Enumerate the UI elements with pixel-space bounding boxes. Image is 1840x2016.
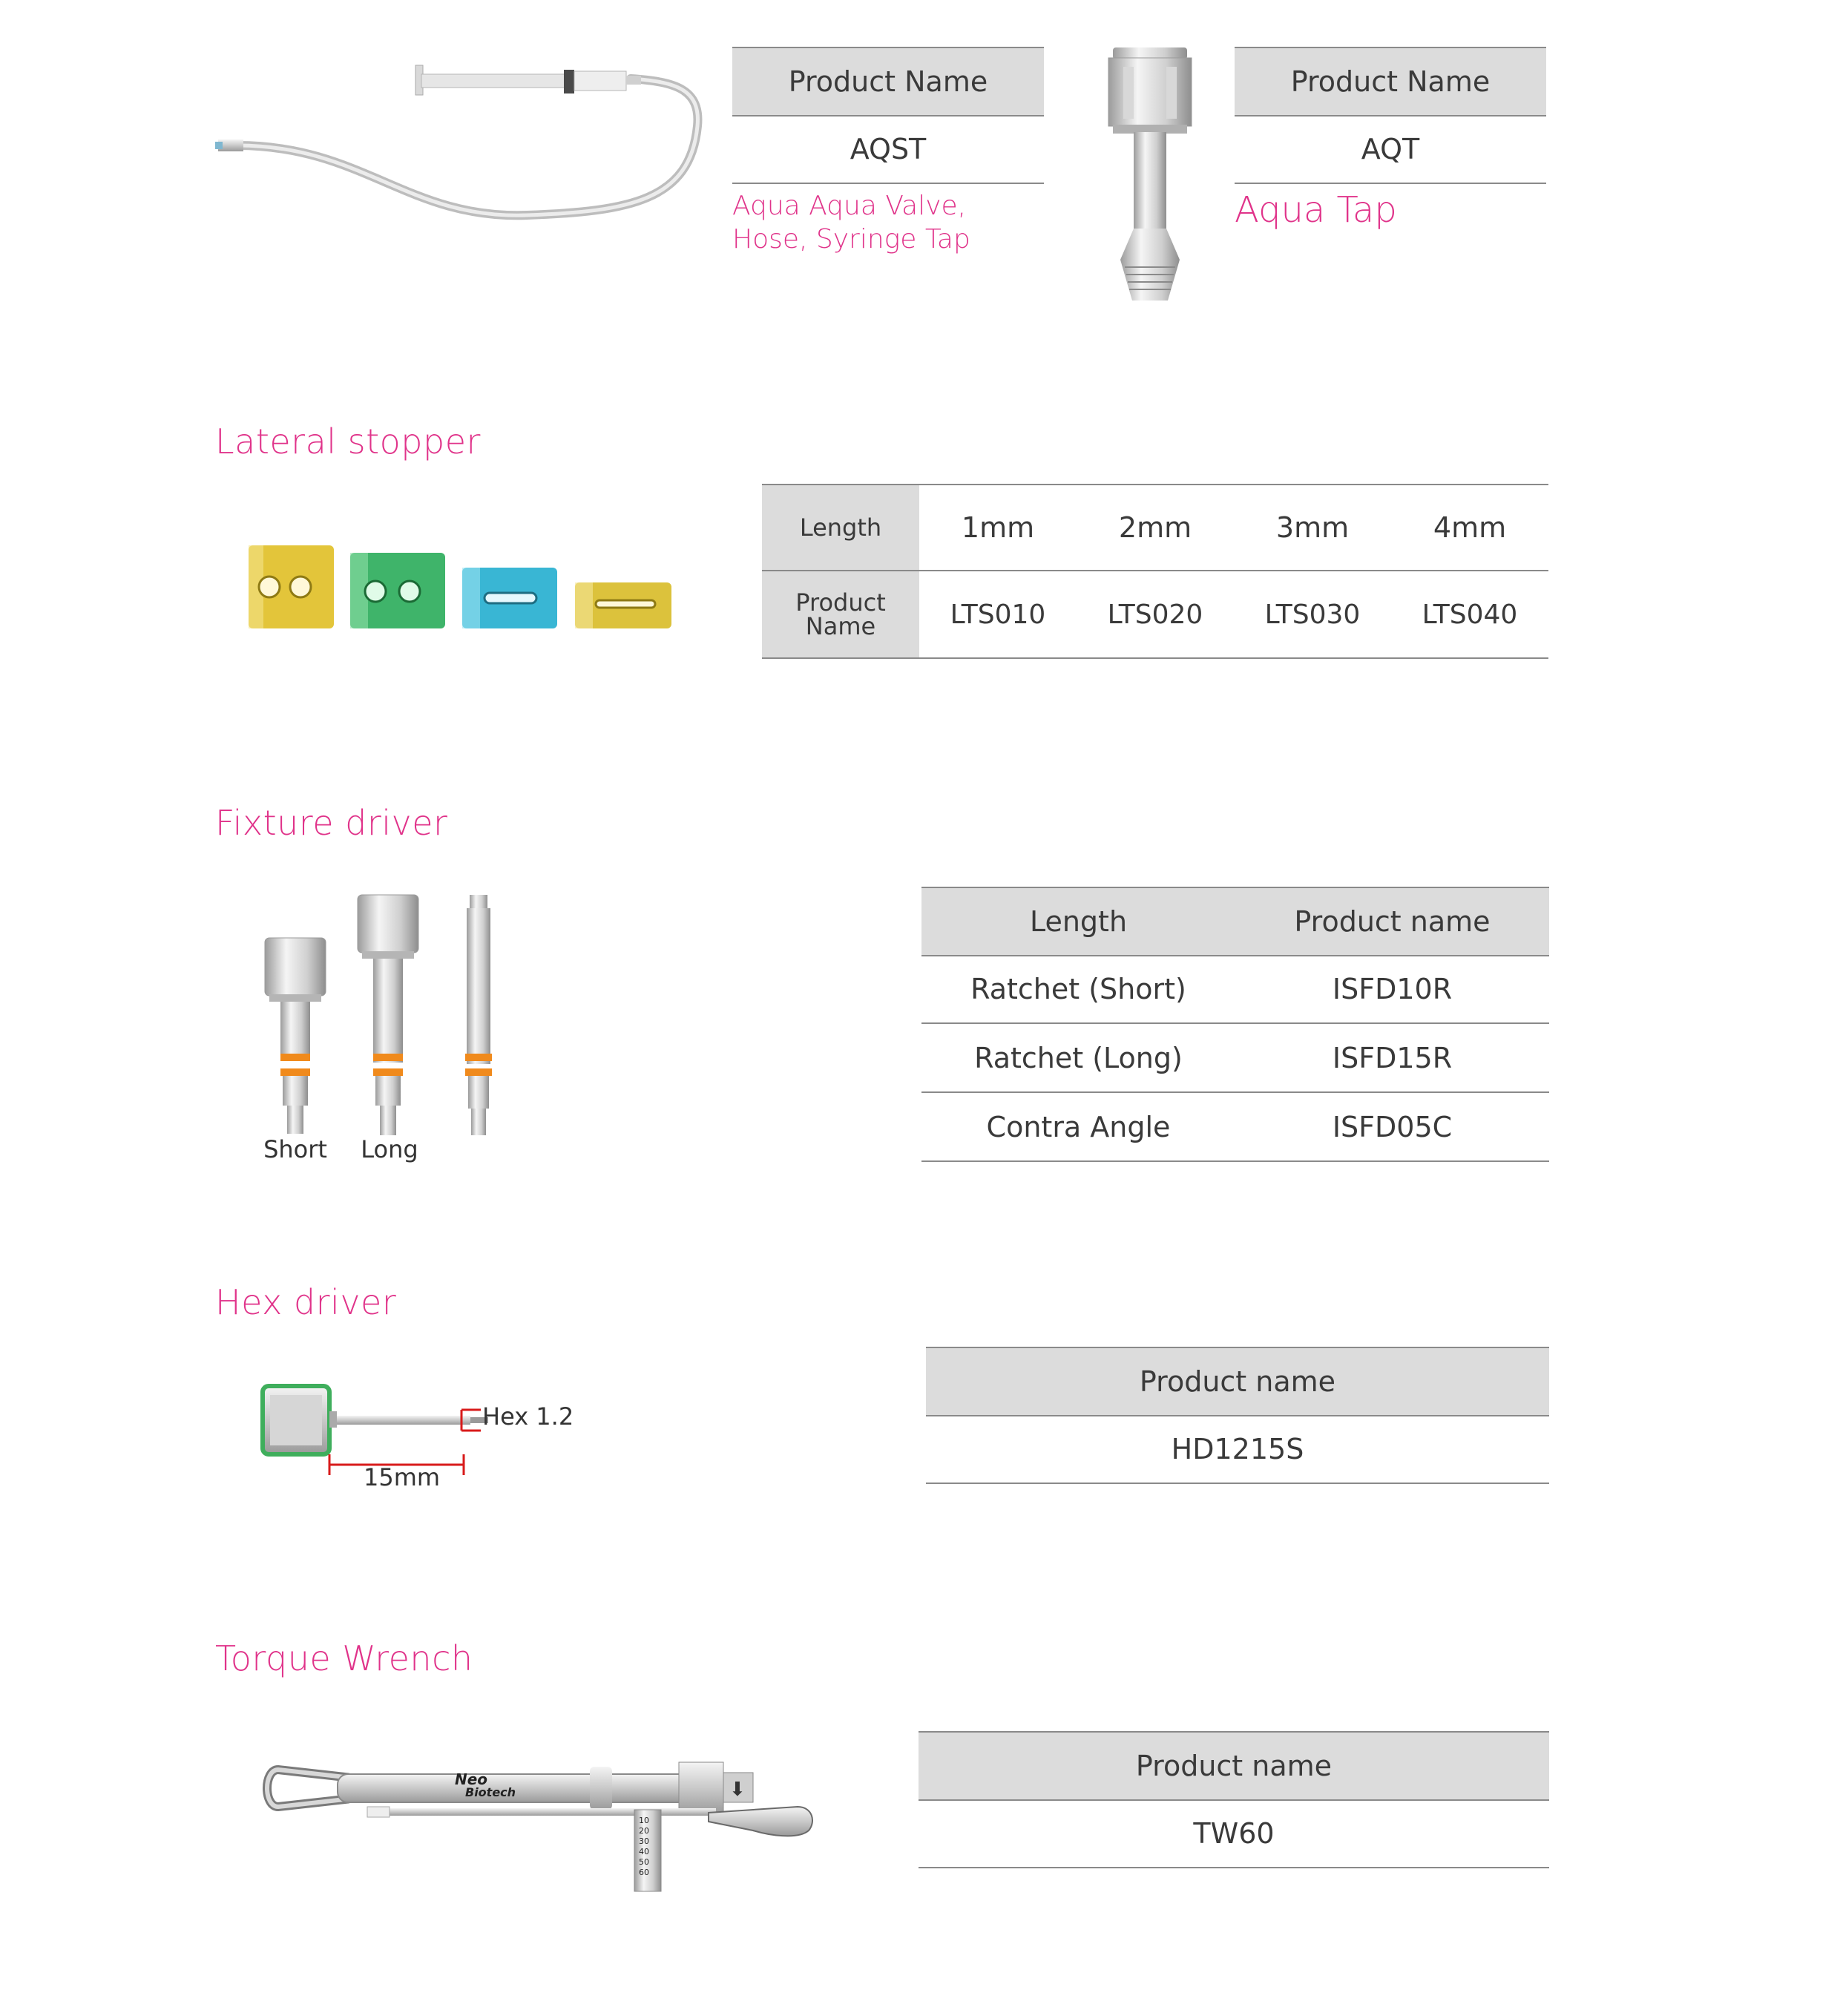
aqt-header-label: Product Name [1290, 65, 1491, 98]
stopper-4mm-image [575, 582, 671, 628]
torque-wrench-brand-l2: Biotech [465, 1785, 516, 1799]
fixture-row-1-name: ISFD10R [1332, 972, 1453, 1005]
lateral-code-label-l1: Product [795, 588, 886, 617]
table-row [921, 1093, 1549, 1162]
fixture-caption-short: Short [263, 1135, 327, 1163]
fixture-driver-contra-angle-image [462, 892, 495, 1137]
hex-code-row [926, 1415, 1549, 1484]
aqua-tap-image [1105, 45, 1195, 308]
torque-wrench-arrow-icon: ⬇ [729, 1779, 746, 1801]
aqst-desc-line1: Aqua Aqua Valve, [732, 191, 967, 221]
aqt-code: AQT [1361, 132, 1420, 165]
torque-header-label: Product name [1135, 1750, 1333, 1782]
aqst-header [732, 47, 1044, 116]
fixture-row-2-length: Ratchet (Long) [974, 1041, 1183, 1074]
aqt-header [1235, 47, 1546, 116]
lateral-length-3: 3mm [1275, 511, 1350, 544]
torque-scale-20: 20 [639, 1826, 649, 1836]
stopper-3mm-image [462, 568, 557, 628]
lateral-stopper-title: Lateral stopper [215, 421, 481, 462]
lateral-code-2: LTS020 [1107, 599, 1203, 630]
torque-wrench-title: Torque Wrench [215, 1638, 473, 1678]
fixture-driver-long-image [355, 892, 421, 1137]
fixture-driver-title: Fixture driver [215, 803, 448, 843]
hex-code: HD1215S [1171, 1432, 1304, 1465]
fixture-caption-long: Long [361, 1135, 418, 1163]
hex-length-label: 15mm [364, 1463, 441, 1491]
fixture-row-3-name: ISFD05C [1332, 1110, 1453, 1143]
aqst-code-row [732, 115, 1044, 184]
lateral-length-1: 1mm [961, 511, 1035, 544]
fixture-col-product-name: Product name [1294, 905, 1491, 938]
aqt-code-row [1235, 115, 1546, 184]
lateral-row-length [762, 485, 1548, 571]
torque-scale-30: 30 [639, 1836, 649, 1846]
fixture-row-1-length: Ratchet (Short) [970, 972, 1186, 1005]
lateral-code-4: LTS040 [1422, 599, 1518, 630]
lateral-stopper-images [249, 545, 671, 631]
aqua-syringe-hose-image [215, 52, 720, 245]
aqt-description: Aqua Tap [1235, 189, 1397, 231]
aqst-desc-line2: Hose, Syringe Tap [732, 224, 970, 255]
torque-scale-60: 60 [639, 1868, 649, 1877]
lateral-code-label [762, 571, 919, 657]
lateral-length-label-text: Length [799, 513, 882, 542]
lateral-code-3: LTS030 [1264, 599, 1361, 630]
lateral-code-label-l2: Name [805, 612, 876, 640]
table-row [921, 955, 1549, 1024]
aqst-description [732, 189, 970, 256]
hex-driver-header [926, 1347, 1549, 1416]
torque-scale-40: 40 [639, 1847, 649, 1856]
torque-scale-10: 10 [639, 1816, 649, 1825]
lateral-stopper-table [762, 484, 1548, 659]
hex-label: Hex 1.2 [482, 1402, 574, 1431]
aqst-header-label: Product Name [788, 65, 988, 98]
fixture-driver-header [921, 887, 1549, 956]
lateral-length-4: 4mm [1433, 511, 1507, 544]
fixture-row-3-length: Contra Angle [986, 1110, 1171, 1143]
lateral-length-2: 2mm [1118, 511, 1192, 544]
lateral-row-code [762, 571, 1548, 657]
hex-driver-title: Hex driver [215, 1282, 397, 1322]
torque-code-row [919, 1799, 1549, 1868]
stopper-1mm-image [249, 545, 334, 628]
stopper-2mm-image [350, 553, 445, 628]
aqst-code: AQST [850, 132, 927, 165]
lateral-length-label [762, 485, 919, 570]
table-row [921, 1024, 1549, 1093]
torque-wrench-image [263, 1747, 827, 1896]
torque-wrench-brand-l1: Neo [455, 1770, 488, 1788]
fixture-col-length: Length [1029, 905, 1128, 938]
torque-wrench-header [919, 1731, 1549, 1801]
fixture-row-2-name: ISFD15R [1332, 1041, 1453, 1074]
lateral-code-1: LTS010 [950, 599, 1046, 630]
hex-header-label: Product name [1139, 1365, 1336, 1398]
fixture-driver-short-image [262, 935, 329, 1135]
torque-scale-50: 50 [639, 1857, 649, 1867]
torque-code: TW60 [1193, 1816, 1275, 1850]
